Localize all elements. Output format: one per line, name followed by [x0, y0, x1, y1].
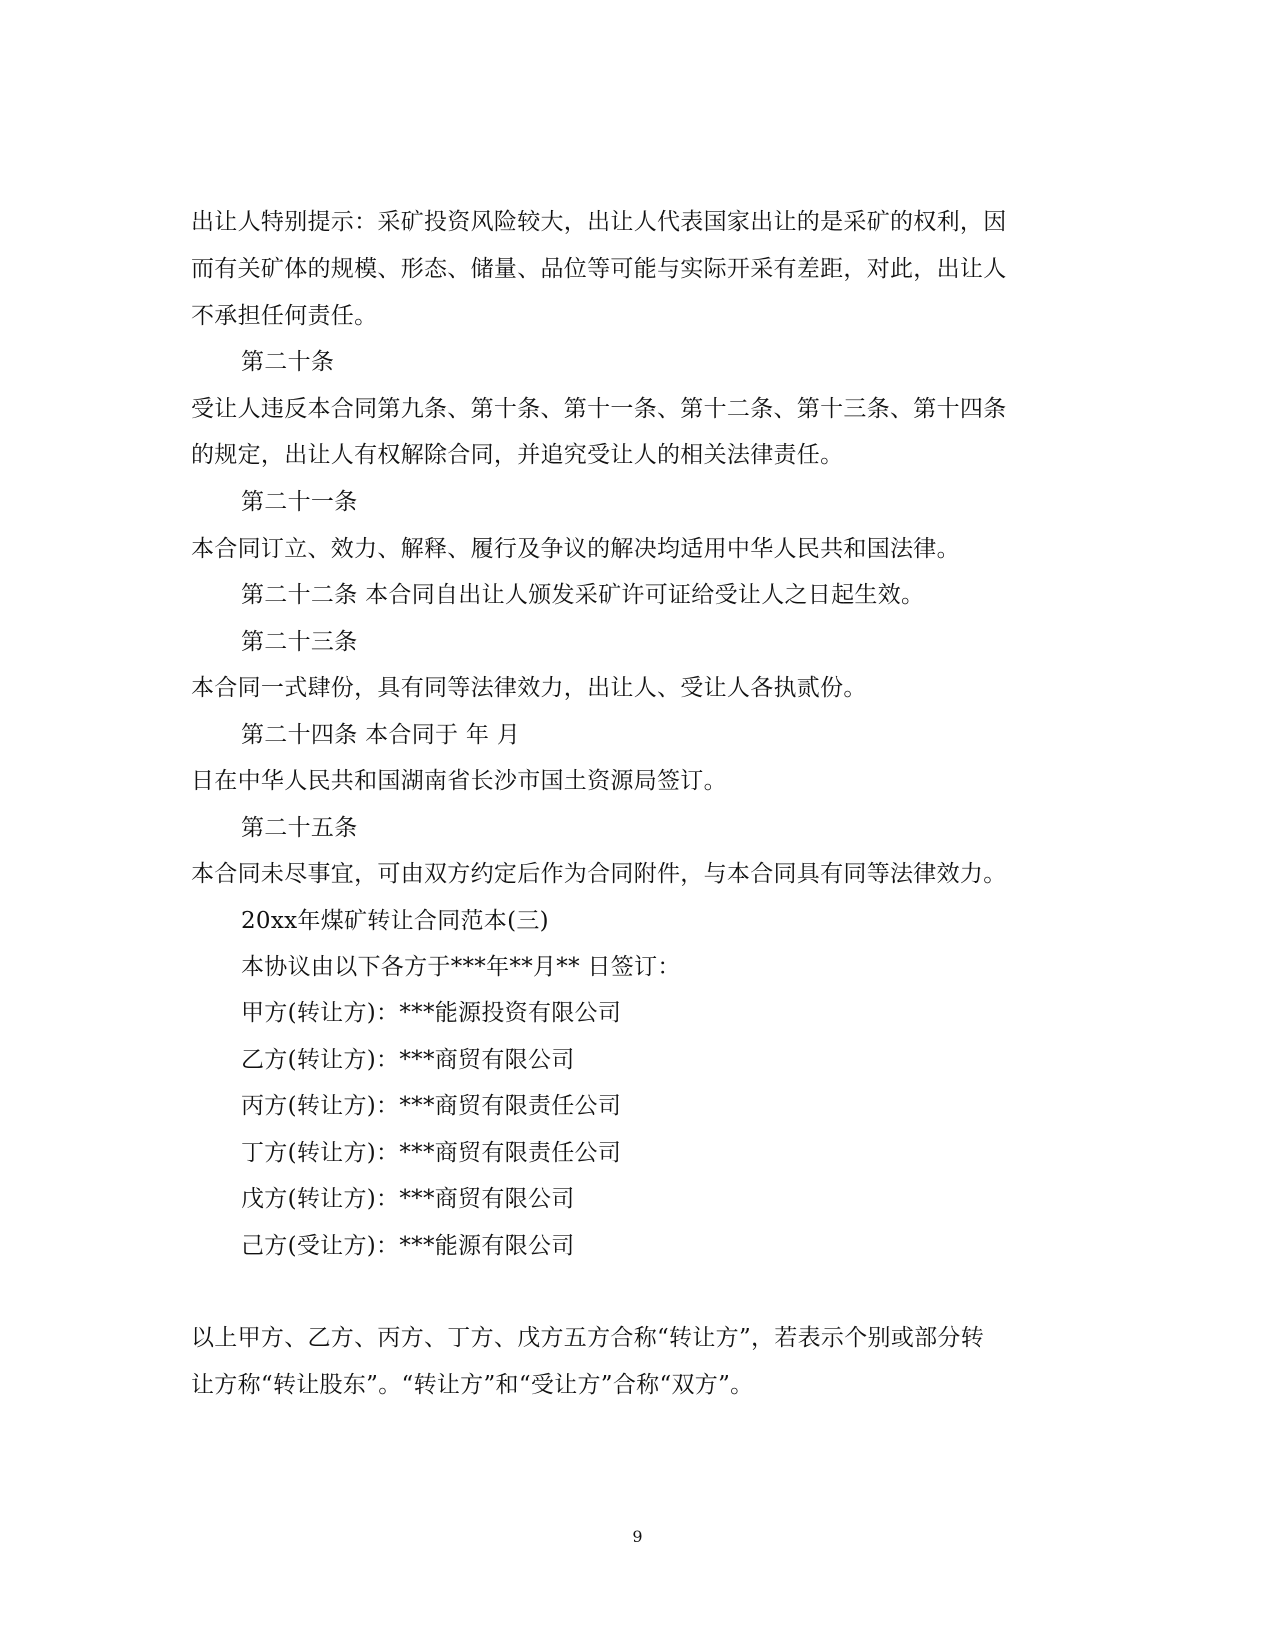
paragraph-line: 而有关矿体的规模、形态、储量、品位等可能与实际开采有差距，对此，出让人	[191, 256, 1007, 282]
paragraph-line: 的规定，出让人有权解除合同，并追究受让人的相关法律责任。	[191, 442, 844, 468]
article-heading: 第二十条	[241, 349, 335, 375]
article-heading: 第二十一条	[241, 489, 358, 515]
section-title: 20xx年煤矿转让合同范本(三)	[241, 908, 549, 934]
paragraph-line: 让方称“转让股东”。“转让方”和“受让方”合称“双方”。	[191, 1372, 754, 1398]
party-line: 戊方(转让方)：***商贸有限公司	[241, 1186, 575, 1212]
article-heading: 第二十五条	[241, 815, 358, 841]
paragraph-line: 本合同未尽事宜，可由双方约定后作为合同附件，与本合同具有同等法律效力。	[191, 861, 1007, 887]
paragraph-line: 出让人特别提示：采矿投资风险较大，出让人代表国家出让的是采矿的权利，因	[191, 209, 1007, 235]
paragraph-line: 本合同订立、效力、解释、履行及争议的解决均适用中华人民共和国法律。	[191, 536, 960, 562]
paragraph-line: 本合同一式肆份，具有同等法律效力，出让人、受让人各执贰份。	[191, 675, 867, 701]
paragraph-line: 以上甲方、乙方、丙方、丁方、戊方五方合称“转让方”，若表示个别或部分转	[191, 1325, 985, 1351]
page-number: 9	[632, 1527, 643, 1546]
paragraph-line: 受让人违反本合同第九条、第十条、第十一条、第十二条、第十三条、第十四条	[191, 396, 1007, 422]
article-heading: 第二十三条	[241, 629, 358, 655]
party-line: 己方(受让方)：***能源有限公司	[241, 1233, 575, 1259]
paragraph-line: 不承担任何责任。	[191, 303, 378, 329]
party-line: 甲方(转让方)：***能源投资有限公司	[241, 1000, 622, 1026]
article-heading: 第二十二条 本合同自出让人颁发采矿许可证给受让人之日起生效。	[241, 582, 925, 608]
party-line: 乙方(转让方)：***商贸有限公司	[241, 1047, 575, 1073]
party-line: 丁方(转让方)：***商贸有限责任公司	[241, 1140, 622, 1166]
paragraph-line: 本协议由以下各方于***年**月** 日签订：	[241, 954, 681, 980]
party-line: 丙方(转让方)：***商贸有限责任公司	[241, 1093, 622, 1119]
paragraph-line: 日在中华人民共和国湖南省长沙市国土资源局签订。	[191, 768, 727, 794]
article-heading: 第二十四条 本合同于 年 月	[241, 722, 521, 748]
